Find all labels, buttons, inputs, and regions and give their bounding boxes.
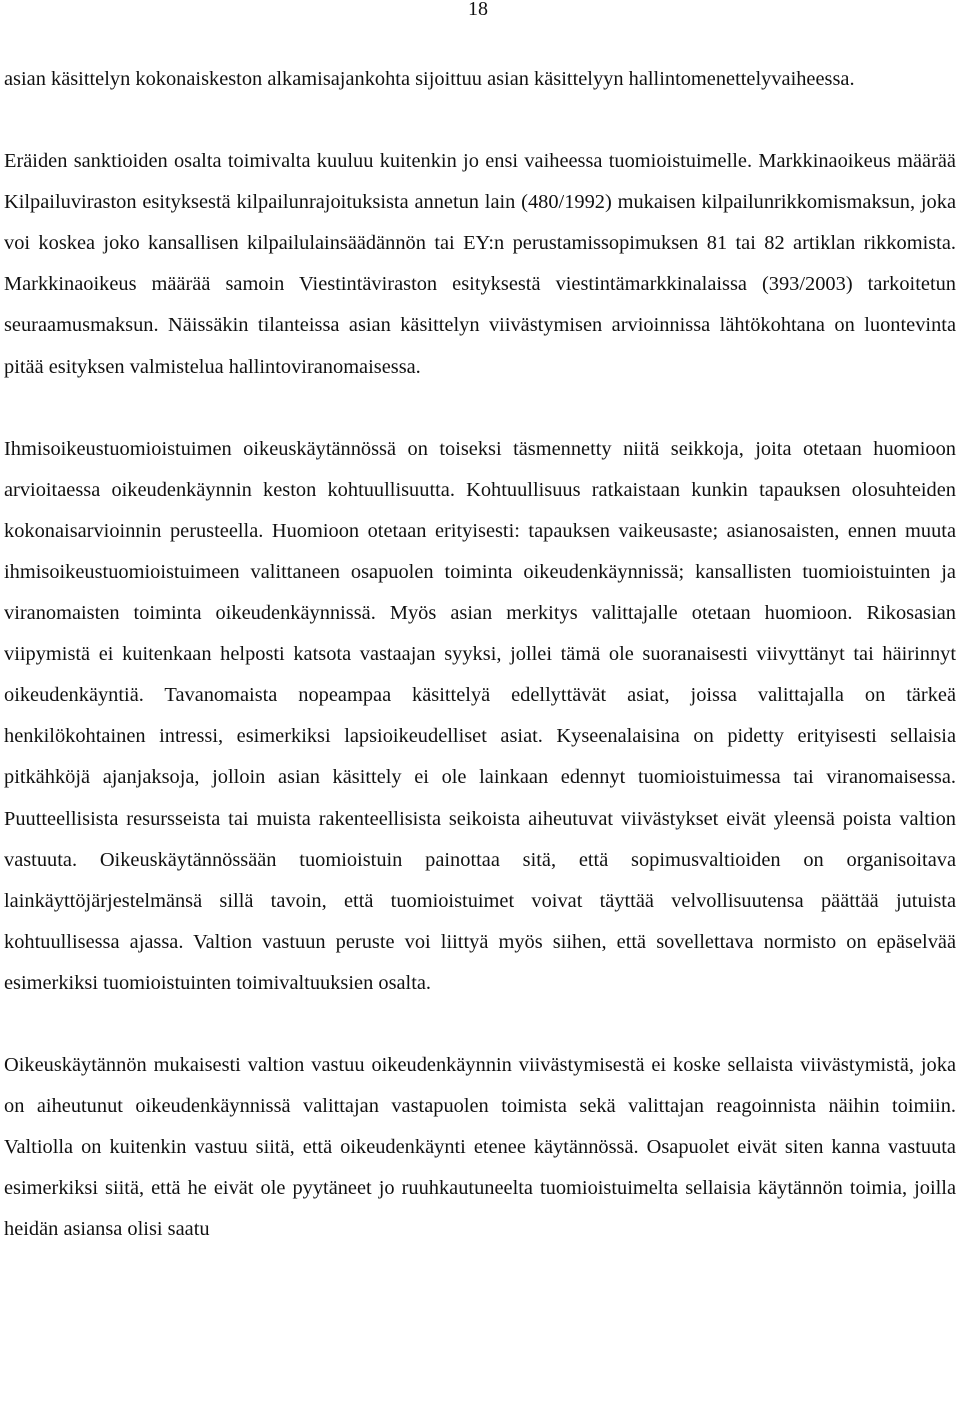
- document-body: [4, 59, 956, 1250]
- paragraph-2: Eräiden sanktioiden osalta toimivalta kuuluu kuitenkin jo ensi vaiheessa tuomioistuimelle. Markkinaoikeus määrää Kilpailuviraston esityksestä kilpailunrajoituksista annetun lain (480/1992) mukaisen kilpailunrikkomismaksun, joka voi koskea joko kansallisen kilpailulainsäädännön tai EY:n perustamissopimuksen 81 tai 82 artiklan rikkomista. Markkinaoikeus määrää samoin Viestintäviraston esityksestä viestintämarkkinalaissa (393/2003) tarkoitetun seuraamusmaksun. Näissäkin tilanteissa asian käsittelyn viivästymisen arvioinnissa lähtökohtana on luontevinta pitää esityksen valmistelua hallintoviranomaisessa.: [4, 150, 956, 378]
- page-number: 18: [468, 0, 488, 20]
- paragraph-4: Oikeuskäytännön mukaisesti valtion vastuu oikeudenkäynnin viivästymisestä ei koske sellaista viivästymistä, joka on aiheutunut oikeudenkäynnissä valittajan vastapuolen toimista sekä valittajan reagoinnista näihin toimiin. Valtiolla on kuitenkin vastuu siitä, että oikeudenkäynti etenee käytännössä. Osapuolet eivät siten kanna vastuuta esimerkiksi siitä, että he eivät ole pyytäneet jo ruuhkautuneelta tuomioistuimelta sellaisia käytännön toimia, joilla heidän asiansa olisi saatu: [4, 1053, 956, 1241]
- paragraph-1: asian käsittelyn kokonaiskeston alkamisajankohta sijoittuu asian käsittelyyn hallintomenettelyvaiheessa.: [4, 68, 855, 90]
- paragraph-3: Ihmisoikeustuomioistuimen oikeuskäytännössä on toiseksi täsmennetty niitä seikkoja, joita otetaan huomioon arvioitaessa oikeudenkäynnin keston kohtuullisuutta. Kohtuullisuus ratkaistaan kunkin tapauksen olosuhteiden kokonaisarvioinnin perusteella. Huomioon otetaan erityisesti: tapauksen vaikeusaste; asianosaisten, ennen muuta ihmisoikeustuomioistuimeen valittaneen osapuolen toiminta oikeudenkäynnissä; kansallisten tuomioistuinten ja viranomaisten toiminta oikeudenkäynnissä. Myös asian merkitys valittajalle otetaan huomioon. Rikosasian viipymistä ei kuitenkaan helposti katsota vastaajan syyksi, jollei tämä ole suoranaisesti viivyttänyt tai häirinnyt oikeudenkäyntiä. Tavanomaista nopeampaa käsittelyä edellyttävät asiat, joissa valittajalla on tärkeä henkilökohtainen intressi, esimerkiksi lapsioikeudelliset asiat. Kyseenalaisina on pidetty erityisesti sellaisia pitkähköjä ajanjaksoja, jolloin asian käsittely ei ole lainkaan edennyt tuomioistuimessa tai viranomaisessa. Puutteellisista resursseista tai muista rakenteellisista seikoista aiheutuvat viivästykset eivät yleensä poista valtion vastuuta. Oikeuskäytännössään tuomioistuin painottaa sitä, että sopimusvaltioiden on organisoitava lainkäyttöjärjestelmänsä sillä tavoin, että tuomioistuimet voivat täyttää velvollisuutensa päättää jutuista kohtuullisessa ajassa. Valtion vastuun peruste voi liittyä myös siihen, että sovellettava normisto on epäselvää esimerkiksi tuomioistuinten toimivaltuuksien osalta.: [4, 437, 956, 994]
